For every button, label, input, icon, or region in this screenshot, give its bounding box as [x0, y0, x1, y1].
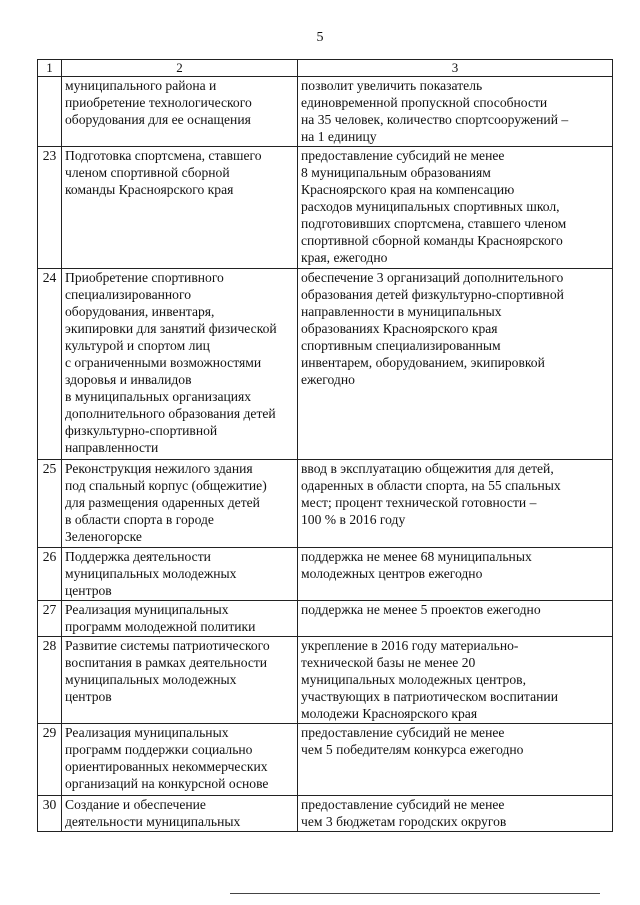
result-cell: предоставление субсидий не менее чем 3 бюджетам городских округов — [298, 796, 613, 832]
result-cell: ввод в эксплуатацию общежития для детей, одаренных в области спорта, на 55 спальных мест; процент технической готовности – 100 % в 2016 году — [298, 460, 613, 548]
measure-cell: муниципального района и приобретение технологического оборудования для ее оснащения — [62, 77, 298, 147]
header-col-3: 3 — [298, 60, 613, 77]
table-row — [38, 637, 613, 724]
measures-table — [37, 59, 613, 832]
result-cell: позволит увеличить показатель единовременной пропускной способности на 35 человек, количество спортсооружений – на 1 единицу — [298, 77, 613, 147]
row-number: 25 — [38, 460, 62, 548]
result-cell: предоставление субсидий не менее чем 5 победителям конкурса ежегодно — [298, 724, 613, 796]
measure-cell: Подготовка спортсмена, ставшего членом спортивной сборной команды Красноярского края — [62, 147, 298, 269]
measure-cell: Создание и обеспечение деятельности муниципальных — [62, 796, 298, 832]
result-cell: укрепление в 2016 году материально- технической базы не менее 20 муниципальных молодежных центров, участвующих в патриотическом воспитании молодежи Красноярского края — [298, 637, 613, 724]
measure-cell: Реализация муниципальных программ поддержки социально ориентированных некоммерческих организаций на конкурсной основе — [62, 724, 298, 796]
result-cell: обеспечение 3 организаций дополнительного образования детей физкультурно-спортивной направленности в муниципальных образованиях Красноярского края спортивным специализированным инвентарем, оборудованием, экипировкой ежегодно — [298, 269, 613, 460]
measure-cell: Поддержка деятельности муниципальных молодежных центров — [62, 548, 298, 601]
row-number: 24 — [38, 269, 62, 460]
row-number: 30 — [38, 796, 62, 832]
row-number — [38, 77, 62, 147]
table-row — [38, 548, 613, 601]
measure-cell: Реконструкция нежилого здания под спальный корпус (общежитие) для размещения одаренных детей в области спорта в городе Зеленогорске — [62, 460, 298, 548]
table-header-row — [38, 60, 613, 77]
measure-cell: Реализация муниципальных программ молодежной политики — [62, 601, 298, 637]
row-number: 29 — [38, 724, 62, 796]
table-row — [38, 724, 613, 796]
measure-cell: Приобретение спортивного специализированного оборудования, инвентаря, экипировки для занятий физической культурой и спортом лиц с ограниченными возможностями здоровья и инвалидов в муниципальных организациях дополнительного образования детей физкультурно-спортивной направленности — [62, 269, 298, 460]
table-row — [38, 147, 613, 269]
table-row — [38, 269, 613, 460]
measure-cell: Развитие системы патриотического воспитания в рамках деятельности муниципальных молодежных центров — [62, 637, 298, 724]
table-row — [38, 601, 613, 637]
header-col-1: 1 — [38, 60, 62, 77]
row-number: 23 — [38, 147, 62, 269]
header-col-2: 2 — [62, 60, 298, 77]
row-number: 27 — [38, 601, 62, 637]
row-number: 26 — [38, 548, 62, 601]
row-number: 28 — [38, 637, 62, 724]
result-cell: поддержка не менее 5 проектов ежегодно — [298, 601, 613, 637]
page-number: 5 — [316, 30, 324, 45]
table-row — [38, 796, 613, 832]
table-row — [38, 77, 613, 147]
bottom-divider — [230, 893, 600, 894]
result-cell: предоставление субсидий не менее 8 муниципальным образованиям Красноярского края на компенсацию расходов муниципальных спортивных школ, подготовивших спортсмена, ставшего членом спортивной сборной команды Красноярского края, ежегодно — [298, 147, 613, 269]
result-cell: поддержка не менее 68 муниципальных молодежных центров ежегодно — [298, 548, 613, 601]
table-row — [38, 460, 613, 548]
